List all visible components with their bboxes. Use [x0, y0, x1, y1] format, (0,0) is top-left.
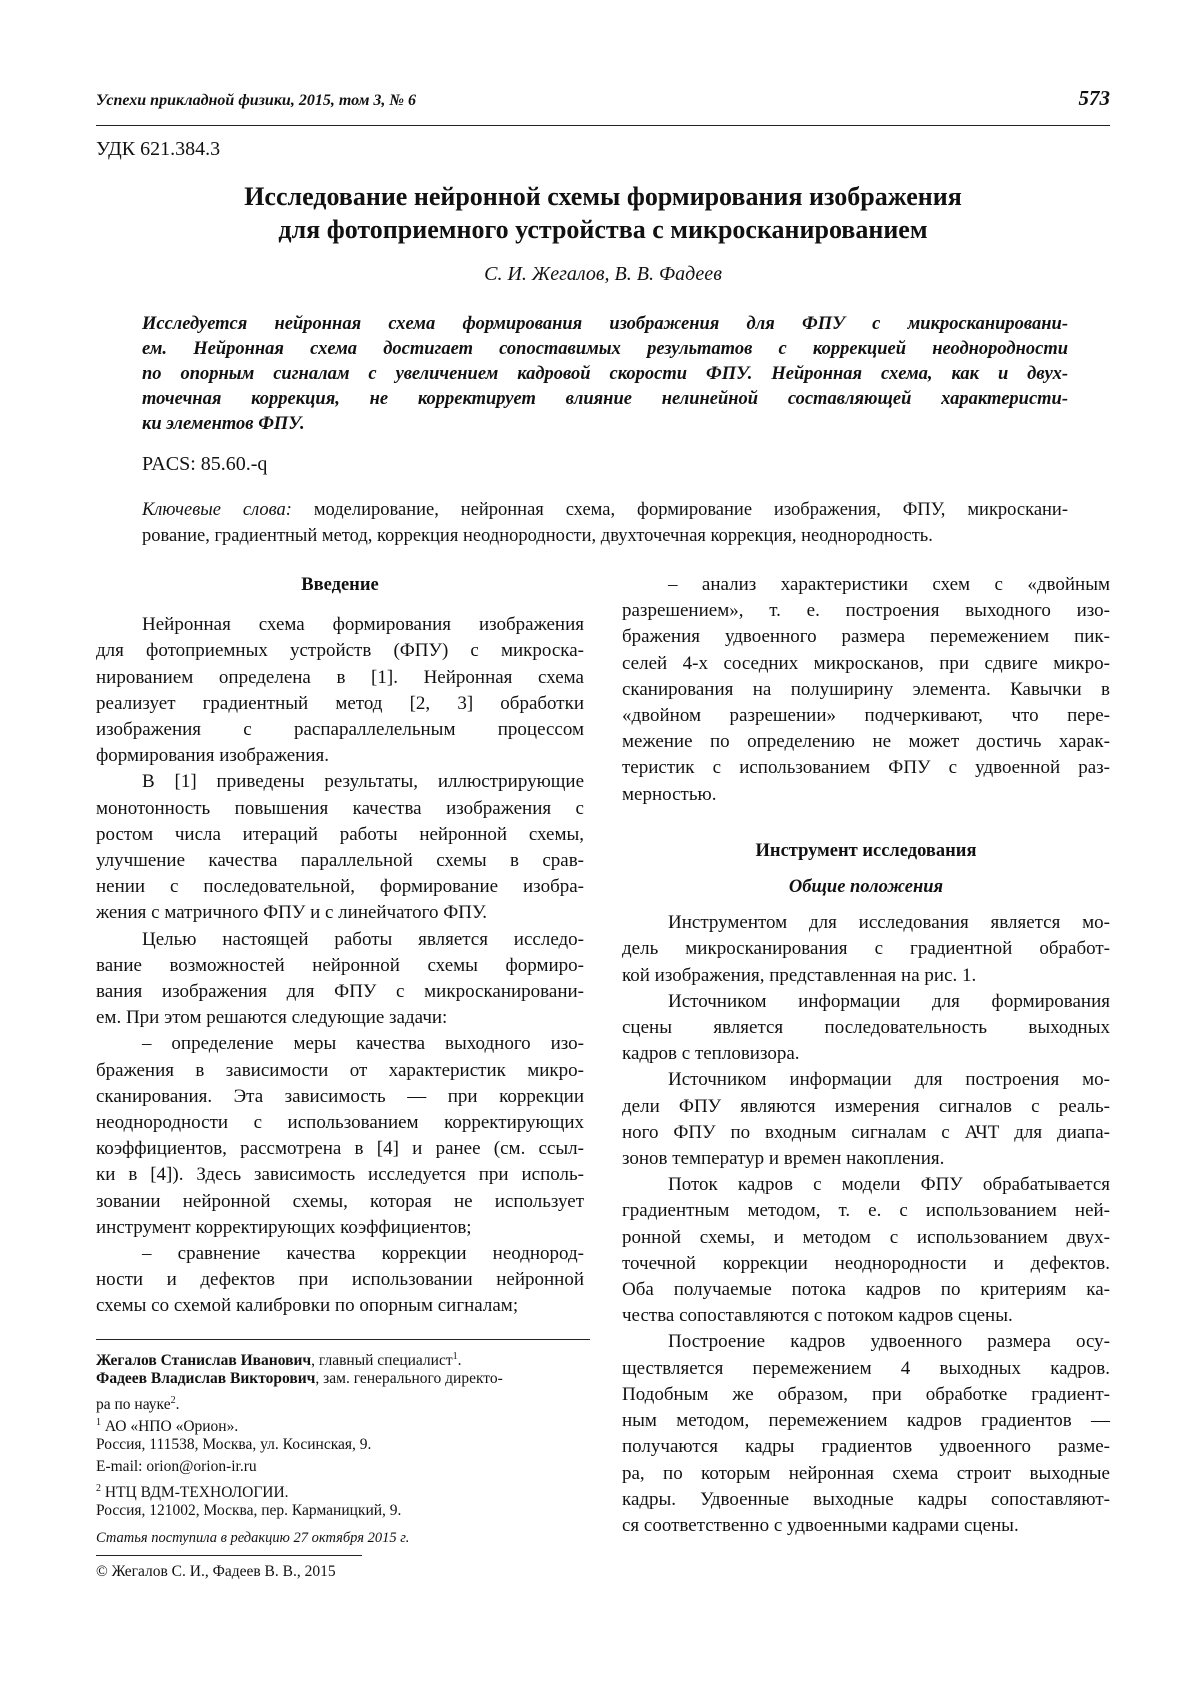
body-line: для фотоприемных устройств (ФПУ) с микроска- — [96, 640, 584, 662]
body-line: В [1] приведены результаты, иллюстрирующие — [142, 771, 584, 793]
abstract-line: ки элементов ФПУ. — [142, 414, 305, 434]
body-line: Целью настоящей работы является исследо- — [142, 928, 584, 950]
footnote-org1-email: E-mail: orion@orion-ir.ru — [96, 1458, 257, 1475]
body-line: ного ФПУ по входным сигналам с АЧТ для диапа- — [622, 1121, 1110, 1143]
body-line: межение по определению не может достичь харак- — [622, 731, 1110, 753]
abstract-line: Исследуется нейронная схема формирования изображения для ФПУ с микросканировани- — [142, 314, 1068, 334]
body-line: ся соответственно с удвоенными кадрами сцены. — [622, 1514, 1019, 1536]
body-line: инструмент корректирующих коэффициентов; — [96, 1216, 472, 1238]
received-date: Статья поступила в редакцию 27 октября 2015 г. — [96, 1530, 410, 1546]
body-line: сканирования. Эта зависимость — при коррекции — [96, 1085, 584, 1107]
body-line: улучшение качества параллельной схемы в срав- — [96, 850, 584, 872]
body-line: ронной схемы, и методом с использованием двух- — [622, 1226, 1110, 1248]
body-line: – определение меры качества выходного изо- — [142, 1033, 584, 1055]
body-line: неоднородности с использованием корректирующих — [96, 1112, 584, 1134]
left-column — [96, 572, 584, 1320]
keywords-label: Ключевые слова: — [142, 500, 292, 520]
keywords — [142, 497, 1068, 549]
body-line: кадров с тепловизора. — [622, 1043, 800, 1065]
body-line: чества сопоставляются с потоком кадров сцены. — [622, 1305, 1013, 1327]
body-line: формирования изображения. — [96, 745, 329, 767]
right-column — [622, 572, 1110, 1539]
body-line: Инструментом для исследования является мо- — [668, 912, 1110, 934]
body-line: ем. При этом решаются следующие задачи: — [96, 1007, 448, 1029]
keywords-text: рование, градиентный метод, коррекция неоднородности, двухточечная коррекция, неоднородность. — [142, 526, 933, 546]
authors: С. И. Жегалов, В. В. Фадеев — [484, 263, 722, 285]
abstract-line: по опорным сигналам с увеличением кадровой скорости ФПУ. Нейронная схема, как и двух- — [142, 364, 1068, 384]
header-rule — [96, 125, 1110, 126]
body-line: бражения удвоенного размера перемежением пик- — [622, 626, 1110, 648]
section-heading: Введение — [301, 575, 379, 595]
copyright-rule — [96, 1555, 362, 1556]
footnote-org1: $^1$ АО «НПО «Орион». — [96, 1417, 239, 1436]
body-line: нении с последовательной, формирование изобра- — [96, 876, 584, 898]
abstract-line: ем. Нейронная схема достигает сопоставимых результатов с коррекцией неоднородности — [142, 339, 1068, 359]
body-line: монотонность повышения качества изображения с — [96, 797, 584, 819]
body-line: нированием определена в [1]. Нейронная схема — [96, 666, 584, 688]
body-line: Нейронная схема формирования изображения — [142, 614, 584, 636]
body-line: изображения с распараллелельным процессом — [96, 719, 584, 741]
body-line: ростом числа итераций работы нейронной схемы, — [96, 823, 584, 845]
body-line: мерностью. — [622, 783, 717, 805]
body-line: дель микросканирования с градиентной обработ- — [622, 938, 1110, 960]
body-line: ществляется перемежением 4 выходных кадров. — [622, 1357, 1110, 1379]
body-line: Построение кадров удвоенного размера осу- — [668, 1331, 1110, 1353]
body-line: ки в [4]). Здесь зависимость исследуется при исполь- — [96, 1164, 584, 1186]
journal-title: Успехи прикладной физики, 2015, том 3, № 6 — [96, 92, 417, 109]
body-line: Источником информации для формирования — [668, 990, 1110, 1012]
body-line: кадры. Удвоенные выходные кадры сопоставляют- — [622, 1488, 1110, 1510]
body-line: теристик с использованием ФПУ с удвоенной раз- — [622, 757, 1110, 779]
keywords-text: моделирование, нейронная схема, формирование изображения, ФПУ, микроскани- — [313, 500, 1068, 520]
body-line: Оба получаемые потока кадров по критериям ка- — [622, 1279, 1110, 1301]
title-line: для фотоприемного устройства с микросканированием — [278, 215, 928, 244]
body-line: «двойном разрешении» подчеркивают, что пере- — [622, 705, 1110, 727]
pacs-code: PACS: 85.60.-q — [142, 453, 268, 475]
body-line: зовании нейронной схемы, которая не использует — [96, 1190, 584, 1212]
body-line: сцены является последовательность выходных — [622, 1017, 1110, 1039]
body-line: жения с матричного ФПУ и с линейчатого ФПУ. — [96, 902, 488, 924]
footnote-org2-address: Россия, 121002, Москва, пер. Карманицкий, 9. — [96, 1502, 402, 1519]
body-line: дели ФПУ являются измерения сигналов с реаль- — [622, 1095, 1110, 1117]
body-line: точечной коррекции неоднородности и дефектов. — [622, 1252, 1110, 1274]
paper-title — [96, 180, 1110, 246]
author-name: Фадеев Владислав Викторович — [96, 1370, 316, 1387]
running-header — [96, 86, 1110, 111]
body-line: селей 4-х соседних микросканов, при сдвиге микро- — [622, 652, 1110, 674]
subsection-heading: Общие положения — [788, 877, 944, 898]
body-line: схемы со схемой калибровки по опорным сигналам; — [96, 1295, 519, 1317]
body-line: коэффициентов, рассмотрена в [4] и ранее (см. ссыл- — [96, 1138, 584, 1160]
body-line: ности и дефектов при использовании нейронной — [96, 1269, 584, 1291]
body-line: реализует градиентный метод [2, 3] обработки — [96, 692, 584, 714]
abstract — [142, 312, 1068, 437]
section-heading: Инструмент исследования — [755, 840, 977, 861]
body-line: сканирования на полуширину элемента. Кавычки в — [622, 678, 1110, 700]
body-line: вания изображения для ФПУ с микросканировани- — [96, 981, 584, 1003]
footnote-author2: Фадеев Владислав Викторович, зам. генерального директо- — [96, 1370, 503, 1387]
abstract-line: точечная коррекция, не корректирует влияние нелинейной составляющей характеристи- — [142, 389, 1068, 409]
page-number: 573 — [1078, 86, 1110, 110]
footnote-org2: $^2$ НТЦ ВДМ-ТЕХНОЛОГИИ. — [96, 1483, 289, 1502]
copyright: © Жегалов С. И., Фадеев В. В., 2015 — [96, 1563, 336, 1580]
body-line: разрешением», т. е. построения выходного изо- — [622, 600, 1110, 622]
body-line: бражения в зависимости от характеристик микро- — [96, 1059, 584, 1081]
body-line: зонов температур и времен накопления. — [622, 1148, 945, 1170]
body-line: получаются кадры градиентов удвоенного разме- — [622, 1436, 1110, 1458]
body-line: Поток кадров с модели ФПУ обрабатывается — [668, 1174, 1110, 1196]
author-name: Жегалов Станислав Иванович — [96, 1352, 312, 1370]
body-line: – анализ характеристики схем с «двойным — [668, 574, 1110, 595]
body-line: – сравнение качества коррекции неоднород- — [142, 1243, 584, 1265]
body-line: Источником информации для построения мо- — [668, 1069, 1110, 1091]
title-line: Исследование нейронной схемы формирования изображения — [244, 182, 962, 211]
body-line: ным методом, перемежением кадров градиентов — — [622, 1410, 1110, 1432]
footnote-author2-cont: ра по науке$^2$. — [96, 1395, 180, 1414]
body-line: градиентным методом, т. е. с использованием ней- — [622, 1200, 1110, 1222]
body-line: Подобным же образом, при обработке градиент- — [622, 1383, 1110, 1405]
footnote-author1: Жегалов Станислав Иванович, главный специалист$^1$. — [96, 1351, 462, 1370]
body-line: ра, по которым нейронная схема строит выходные — [622, 1462, 1110, 1484]
udk-code: УДК 621.384.3 — [96, 138, 221, 160]
body-line: кой изображения, представленная на рис. 1. — [622, 964, 977, 986]
body-line: вание возможностей нейронной схемы формиро- — [96, 954, 584, 976]
footnote-rule — [96, 1339, 590, 1340]
footnote-org1-address: Россия, 111538, Москва, ул. Косинская, 9. — [96, 1436, 372, 1453]
